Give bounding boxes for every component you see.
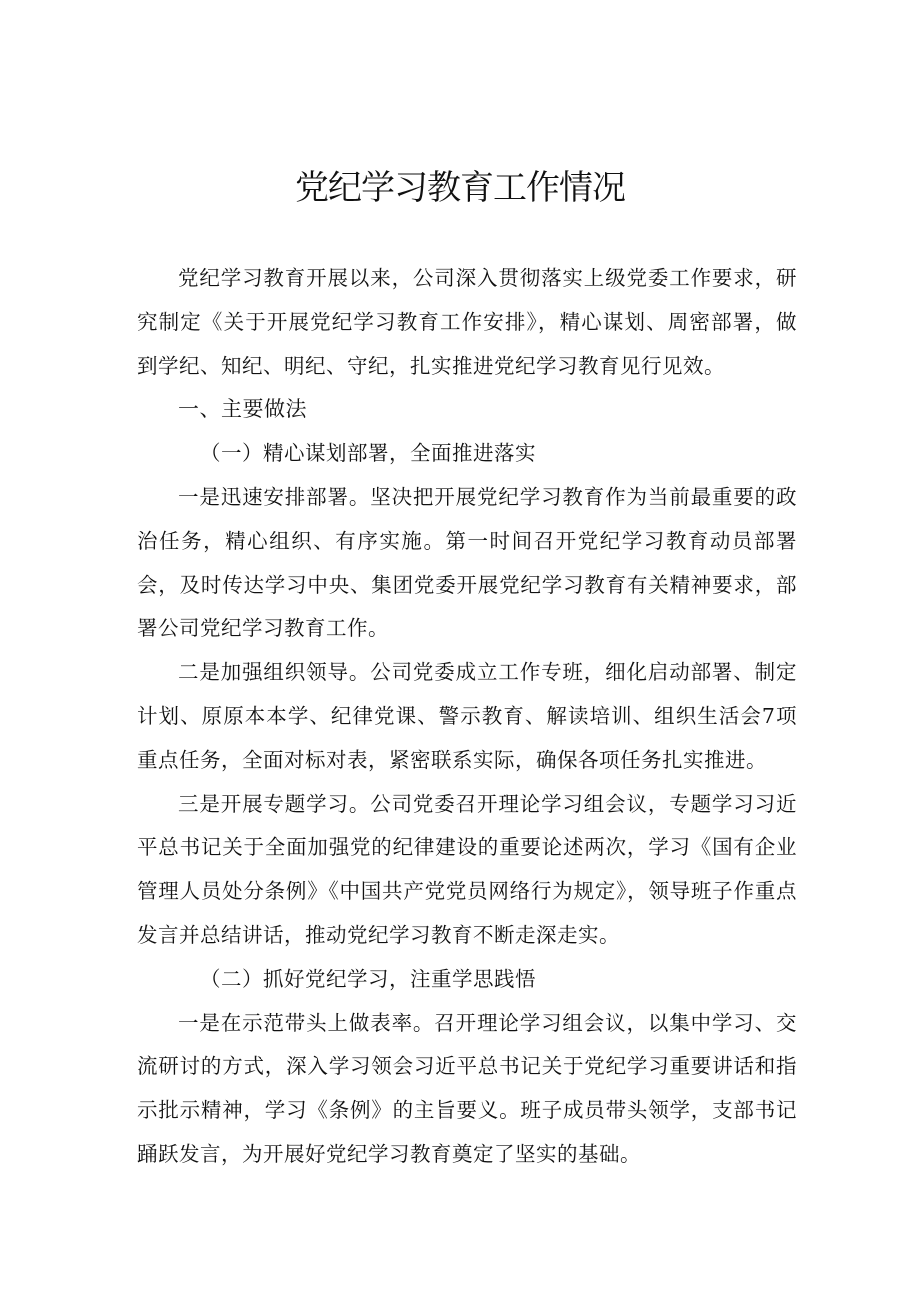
paragraph-special-study: 三是开展专题学习。公司党委召开理论学习组会议，专题学习习近平总书记关于全面加强党的纪律建设的重要论述两次，学习《国有企业管理人员处分条例》《中国共产党党员网络行为规定》，领导班子作重点发言并总结讲话，推动党纪学习教育不断走深走实。 <box>137 791 797 947</box>
subsection-heading-planning: （一）精心谋划部署，全面推进落实 <box>200 441 536 466</box>
paragraph-rapid-deployment: 一是迅速安排部署。坚决把开展党纪学习教育作为当前最重要的政治任务，精心组织、有序实施。第一时间召开党纪学习教育动员部署会，及时传达学习中央、集团党委开展党纪学习教育有关精神要求，部署公司党纪学习教育工作。 <box>137 484 797 641</box>
section-heading-main-practices: 一、主要做法 <box>178 397 307 422</box>
paragraph-leading-by-example: 一是在示范带头上做表率。召开理论学习组会议，以集中学习、交流研讨的方式，深入学习领会习近平总书记关于党纪学习重要讲话和指示批示精神，学习《条例》的主旨要义。班子成员带头领学，支部书记踊跃发言，为开展好党纪学习教育奠定了坚实的基础。 <box>137 1010 797 1166</box>
paragraph-organizational-leadership: 二是加强组织领导。公司党委成立工作专班，细化启动部署、制定计划、原原本本学、纪律党课、警示教育、解读培训、组织生活会7项重点任务，全面对标对表，紧密联系实际，确保各项任务扎实推进。 <box>137 660 797 772</box>
document-body <box>137 257 797 1177</box>
intro-paragraph: 党纪学习教育开展以来，公司深入贯彻落实上级党委工作要求，研究制定《关于开展党纪学习教育工作安排》，精心谋划、周密部署，做到学纪、知纪、明纪、守纪，扎实推进党纪学习教育见行见效。 <box>137 266 797 378</box>
subsection-heading-discipline-study: （二）抓好党纪学习，注重学思践悟 <box>200 966 536 991</box>
document-title: 党纪学习教育工作情况 <box>295 168 625 208</box>
